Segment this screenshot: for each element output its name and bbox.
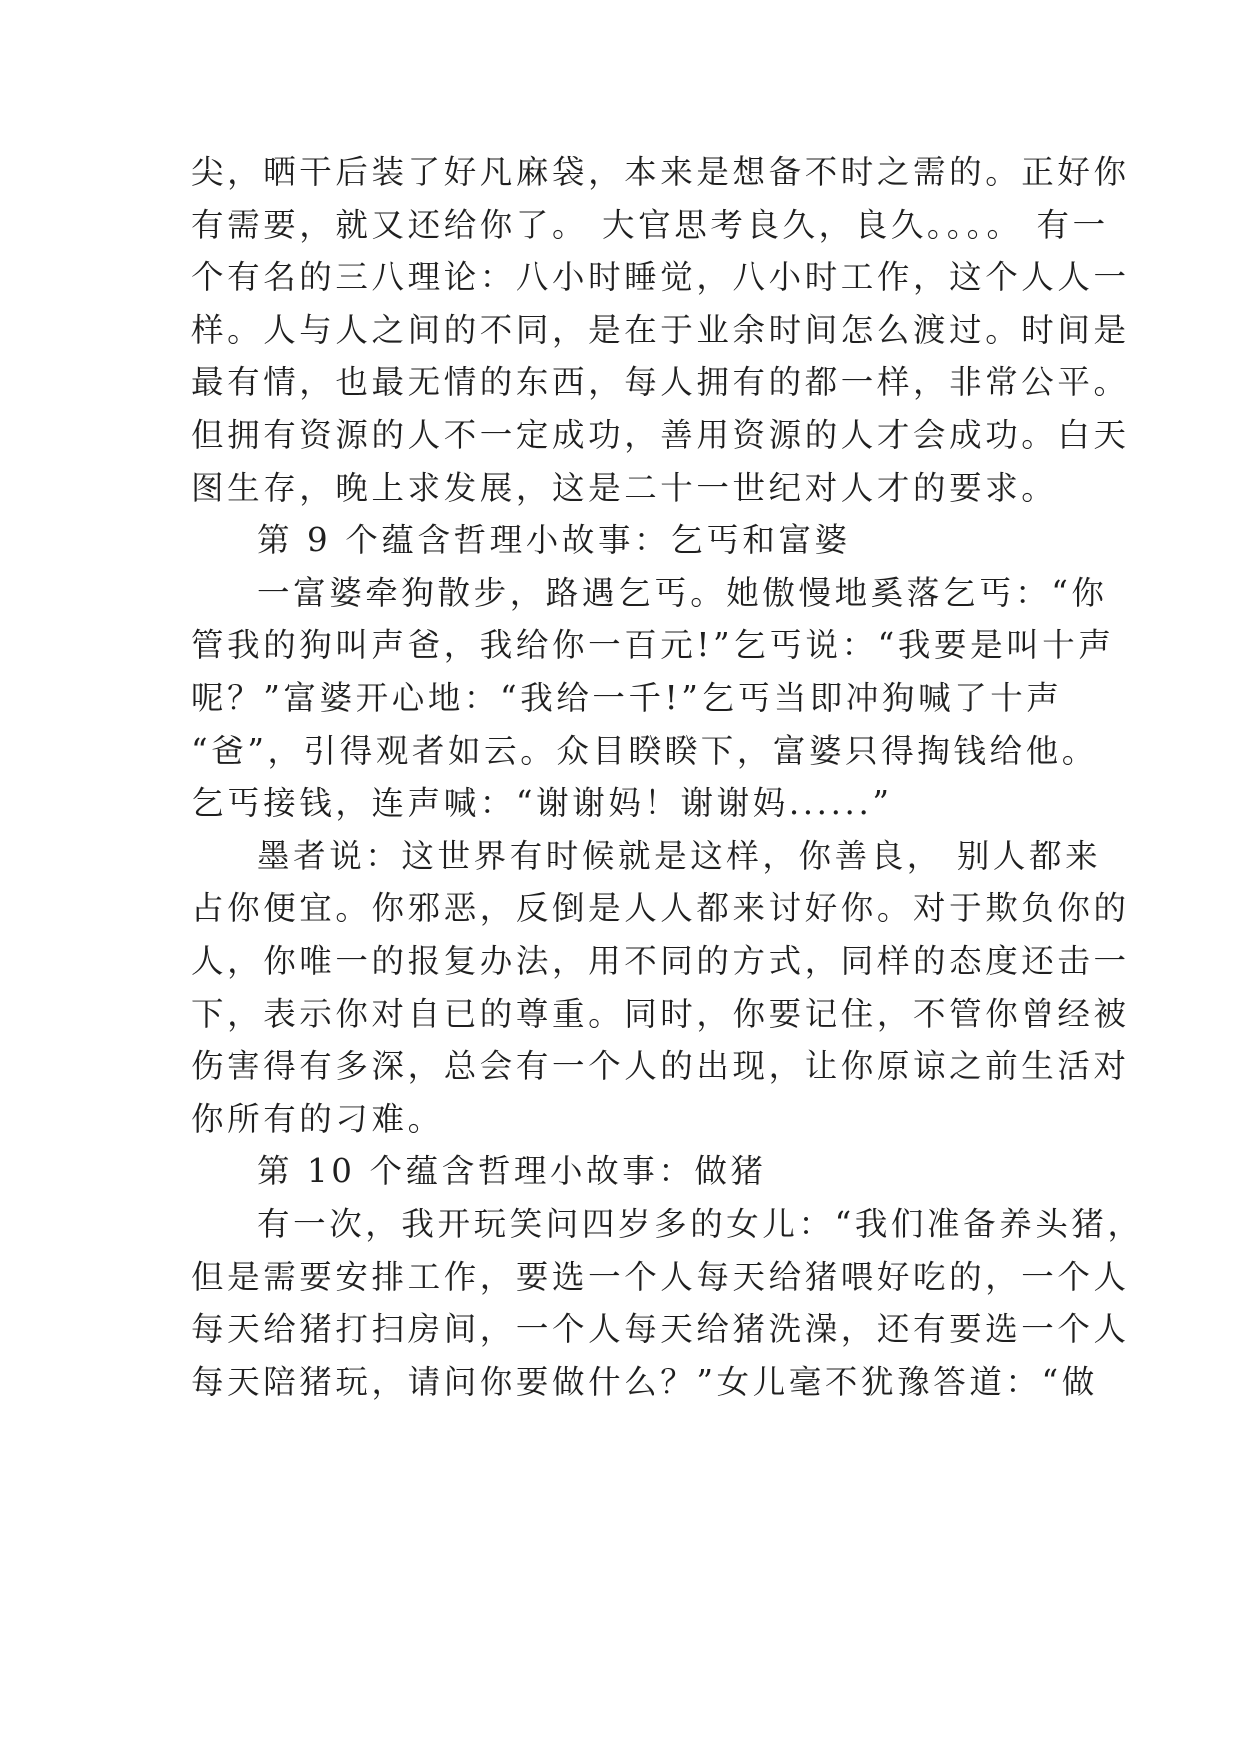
text-line: 第 10 个蕴含哲理小故事：做猪 xyxy=(257,1152,767,1191)
text-line: “爸”，引得观者如云。众目睽睽下，富婆只得掏钱给他。 xyxy=(191,731,1098,770)
text-line: 第 9 个蕴含哲理小故事：乞丐和富婆 xyxy=(257,521,851,560)
text-line: 占你便宜。你邪恶，反倒是人人都来讨好你。对于欺负你的 xyxy=(191,889,1130,928)
text-line: 一富婆牵狗散步，路遇乞丐。她傲慢地奚落乞丐：“你 xyxy=(257,573,1108,612)
text-line: 每天给猪打扫房间，一个人每天给猪洗澡，还有要选一个人 xyxy=(191,1310,1130,1349)
text-line: 有需要，就又还给你了。 大官思考良久，良久。。。。 有一 xyxy=(191,205,1109,244)
text-line: 样。人与人之间的不同，是在于业余时间怎么渡过。时间是 xyxy=(191,310,1130,349)
text-line: 有一次，我开玩笑问四岁多的女儿：“我们准备养头猪， xyxy=(257,1205,1144,1243)
text-line: 你所有的刁难。 xyxy=(191,1099,444,1138)
text-line: 每天陪猪玩，请问你要做什么？”女儿毫不犹豫答道：“做 xyxy=(191,1362,1098,1401)
text-line: 乞丐接钱，连声喊：“谢谢妈！谢谢妈......” xyxy=(191,784,893,823)
text-line: 最有情，也最无情的东西，每人拥有的都一样，非常公平。 xyxy=(191,363,1130,402)
text-line: 管我的狗叫声爸，我给你一百元!”乞丐说：“我要是叫十声 xyxy=(191,626,1115,665)
text-line: 个有名的三八理论：八小时睡觉，八小时工作，这个人人一 xyxy=(191,258,1130,297)
text-line: 但是需要安排工作，要选一个人每天给猪喂好吃的，一个人 xyxy=(191,1257,1130,1296)
text-line: 伤害得有多深，总会有一个人的出现，让你原谅之前生活对 xyxy=(191,1047,1130,1086)
text-line: 人，你唯一的报复办法，用不同的方式，同样的态度还击一 xyxy=(191,942,1130,980)
text-line: 但拥有资源的人不一定成功，善用资源的人才会成功。白天 xyxy=(191,416,1130,454)
text-line: 下，表示你对自已的尊重。同时，你要记住，不管你曾经被 xyxy=(191,994,1130,1033)
text-line: 呢？”富婆开心地：“我给一千!”乞丐当即冲狗喊了十声 xyxy=(191,679,1063,717)
text-line: 尖，晒干后装了好凡麻袋，本来是想备不时之需的。正好你 xyxy=(191,153,1130,191)
text-line: 图生存，晚上求发展，这是二十一世纪对人才的要求。 xyxy=(191,468,1058,507)
text-line: 墨者说：这世界有时候就是这样，你善良， 别人都来 xyxy=(257,836,1102,875)
